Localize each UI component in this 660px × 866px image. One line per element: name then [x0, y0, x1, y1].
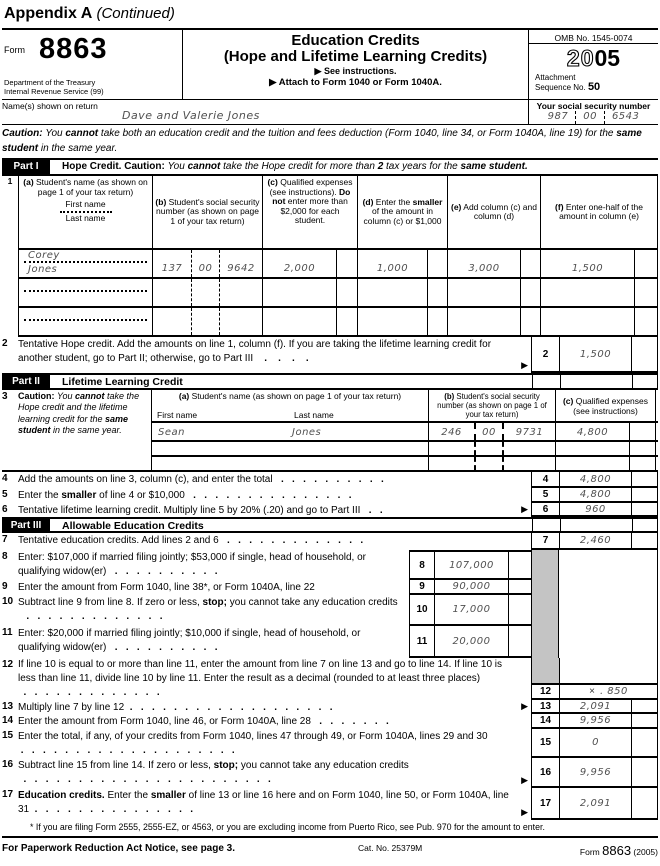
line15-row — [2, 729, 658, 758]
line14-label: Enter the amount from Form 1040, line 46, or Form 1040A, line 28 . . . . . . . — [18, 714, 532, 729]
line17-value-field[interactable]: 2,091 — [560, 788, 632, 820]
line15-box-number: 15 — [532, 729, 560, 758]
cents-cell — [509, 626, 531, 658]
part1-label: Part I — [2, 160, 50, 174]
added-amount-field[interactable]: 3,000 — [448, 250, 521, 279]
student-name-field[interactable] — [152, 457, 428, 470]
cents-cell — [632, 337, 658, 373]
appendix-title — [2, 0, 658, 28]
line14-value-field[interactable]: 9,956 — [560, 714, 632, 729]
cents-cell — [632, 758, 658, 788]
line7-value-field[interactable]: 2,460 — [560, 533, 632, 550]
ssn-part-1: 987 — [547, 111, 569, 122]
smaller-amount-field[interactable]: 1,000 — [358, 250, 428, 279]
line4-box-number: 4 — [532, 472, 560, 488]
student-first-name: Sean — [158, 427, 185, 438]
line6-number: 6 — [2, 504, 8, 515]
form-number: 8863 — [39, 33, 108, 65]
student-ssn-field[interactable]: 246 00 9731 — [428, 423, 555, 440]
qualified-expenses-field[interactable] — [555, 457, 629, 470]
line4-value-field[interactable]: 4,800 — [560, 472, 632, 488]
catalog-number: Cat. No. 25379M — [358, 843, 423, 853]
part2-header-bar — [2, 375, 658, 390]
part3-title: Allowable Education Credits — [62, 520, 204, 531]
line10-box-number: 10 — [409, 595, 435, 626]
tax-year-outline: 20 — [566, 45, 595, 71]
line13-box-number: 13 — [532, 700, 560, 714]
right-arrow-icon: ▶ — [521, 700, 528, 711]
line9-number: 9 — [2, 581, 8, 592]
cents-cell — [632, 729, 658, 758]
col-c-header: (c) Qualified expenses (see instructions). Do not enter more than $2,000 for each student. — [263, 176, 358, 250]
student-row-3 — [2, 308, 658, 337]
ll-student-row-1 — [152, 423, 658, 442]
omb-number: OMB No. 1545-0074 — [529, 30, 658, 44]
lifetime-table-header — [152, 390, 658, 423]
cents-cell — [632, 714, 658, 729]
line12-box-number: 12 — [532, 683, 559, 700]
cents-cell — [632, 533, 658, 550]
cents-cell — [428, 250, 448, 279]
line9-row — [2, 580, 531, 595]
cents-cell — [632, 472, 658, 488]
half-amount-field[interactable] — [541, 308, 635, 337]
lifetime-learning-table — [2, 390, 658, 472]
line4-label: Add the amounts on line 3, column (c), and enter the total . . . . . . . . . . — [18, 472, 532, 488]
line3-number: 3 — [2, 391, 8, 402]
student-ssn-field[interactable] — [153, 279, 263, 308]
cents-cell — [635, 279, 658, 308]
line17-box-number: 17 — [532, 788, 560, 820]
col-f-header: (f) Enter one-half of the amount in column (e) — [541, 176, 658, 250]
part1-header-bar — [2, 160, 658, 176]
part3-header-bar — [2, 519, 658, 533]
sequence-number: 50 — [587, 80, 601, 93]
right-arrow-icon: ▶ — [521, 774, 528, 785]
line11-number: 11 — [2, 627, 13, 638]
line1-number: 1 — [7, 176, 13, 186]
form-footer-id — [538, 843, 658, 858]
line9-box-number: 9 — [409, 580, 435, 595]
line2-value-field[interactable]: 1,500 — [560, 337, 632, 373]
cents-cell — [428, 308, 448, 337]
line9-label: Enter the amount from Form 1040, line 38*, or Form 1040A, line 22 — [18, 582, 315, 593]
student-name-field[interactable] — [152, 423, 428, 440]
line17-number: 17 — [2, 789, 14, 800]
cents-cell — [337, 308, 358, 337]
line8-number: 8 — [2, 551, 8, 562]
student-ssn-field[interactable] — [153, 308, 263, 337]
student-ssn-field[interactable] — [153, 250, 263, 279]
line14-number: 14 — [2, 715, 14, 726]
cents-cell — [521, 279, 541, 308]
cents-cell — [629, 423, 656, 440]
student-name-field[interactable] — [18, 279, 153, 308]
line17-label: Education credits. Enter the smaller of line 13 or line 16 here and on Form 1040, line 50, or Form 1040A, line 31 . . . . . . . . . . . . . . . ▶ — [18, 788, 532, 820]
sequence-label: Sequence No. — [535, 82, 586, 92]
added-amount-field[interactable] — [448, 308, 521, 337]
line6-box-number: 6 — [532, 503, 560, 517]
line2-label: Tentative Hope credit. Add the amounts on line 1, column (f). If you are taking the lifetime learning credit for another student, go to Part II; otherwise, go to Part III . . . . ▶ — [18, 337, 532, 373]
appendix-title-bold: Appendix A — [4, 5, 93, 22]
line5-row — [2, 488, 658, 503]
line12-row — [2, 658, 658, 700]
first-name-label: First name — [65, 199, 106, 209]
cents-cell — [509, 595, 531, 626]
line5-value-field[interactable]: 4,800 — [560, 488, 632, 503]
line6-label: Tentative lifetime learning credit. Multiply line 5 by 20% (.20) and go to Part III . . ▶ — [18, 503, 532, 517]
ssn-part-2: 00 — [575, 111, 604, 124]
col-b-header: (b) Student's social security number (as shown on page 1 of your tax return) — [428, 390, 555, 421]
hope-credit-table-header — [2, 176, 658, 250]
student-first-name: Corey — [28, 250, 60, 261]
line13-label: Multiply line 7 by line 12 . . . . . . . . . . . . . . . . . . . ▶ — [18, 700, 532, 714]
paperwork-notice: For Paperwork Reduction Act Notice, see page 3. — [2, 843, 236, 854]
qualified-expenses-field[interactable] — [263, 308, 337, 337]
line10-row — [2, 595, 531, 626]
line8-row — [2, 550, 531, 580]
line16-row — [2, 758, 658, 788]
cents-cell — [632, 488, 658, 503]
cents-cell — [629, 442, 656, 455]
line12-value-field[interactable]: × . 850 — [560, 683, 657, 700]
line16-value-field[interactable]: 9,956 — [560, 758, 632, 788]
line8-box-number: 8 — [409, 550, 435, 580]
part2-title: Lifetime Learning Credit — [62, 376, 183, 388]
line8-label: Enter: $107,000 if married filing jointly; $53,000 if single, head of household, or qualifying widow(er) . . . . . . . . . . — [18, 552, 366, 577]
student-last-name: Jones — [292, 427, 322, 438]
line7-label: Tentative education credits. Add lines 2 and 6 . . . . . . . . . . . . . — [18, 533, 532, 550]
line2-box-number: 2 — [532, 337, 560, 373]
line11-row — [2, 626, 531, 658]
cents-cell — [632, 700, 658, 714]
half-amount-field[interactable] — [541, 279, 635, 308]
cents-cell — [337, 279, 358, 308]
ssn-part-3: 9642 — [219, 250, 262, 277]
taxpayer-name-field[interactable]: Dave and Valerie Jones — [122, 109, 260, 122]
col-a-header: (a) Student's name (as shown on page 1 of your tax return) First name Last name — [18, 176, 153, 250]
student-name-field[interactable] — [18, 308, 153, 337]
caution-note: Caution: You cannot take both an education credit and the tuition and fees deduction (Form 1040, line 34, or Form 1040A, line 19) for the same student in the same year. — [2, 125, 658, 160]
part3-label: Part III — [2, 519, 50, 531]
line15-number: 15 — [2, 730, 14, 741]
line3-caution: Caution: You cannot take the Hope credit and the lifetime learning credit for the same student in the same year. — [18, 391, 140, 435]
cents-cell — [635, 250, 658, 279]
cents-cell — [635, 308, 658, 337]
ssn-part-2: 00 — [191, 250, 219, 277]
line12-number: 12 — [2, 659, 14, 670]
cents-cell — [428, 279, 448, 308]
ssn-label: Your social security number — [536, 101, 651, 111]
student-name-field[interactable] — [18, 250, 153, 279]
part1-title: Hope Credit. Caution: You cannot take the Hope credit for more than 2 tax years for the same student. — [62, 161, 528, 172]
col-b-header: (b) Student's social security number (as shown on page 1 of your tax return) — [153, 176, 263, 250]
line6-row — [2, 503, 658, 519]
col-d-header: (d) Enter the smaller of the amount in column (c) or $1,000 — [358, 176, 448, 250]
gray-shading — [532, 658, 559, 683]
footer-form-word: Form — [579, 847, 600, 857]
qualified-expenses-field[interactable] — [263, 279, 337, 308]
line2-row — [2, 337, 658, 375]
attachment-label: Attachment — [535, 73, 576, 82]
line13-number: 13 — [2, 701, 14, 712]
cents-cell — [521, 250, 541, 279]
student-row-2 — [2, 279, 658, 308]
line6-value-field[interactable]: 960 — [560, 503, 632, 517]
taxpayer-row — [2, 100, 658, 125]
lines8-11-block — [2, 550, 658, 658]
student-name-field[interactable] — [152, 442, 428, 455]
line5-label: Enter the smaller of line 4 or $10,000 . . . . . . . . . . . . . . . — [18, 488, 532, 503]
line5-box-number: 5 — [532, 488, 560, 503]
line7-number: 7 — [2, 534, 8, 545]
smaller-amount-field[interactable] — [358, 308, 428, 337]
line2-number: 2 — [2, 338, 8, 349]
added-amount-field[interactable] — [448, 279, 521, 308]
line4-row — [2, 472, 658, 488]
footer-form-number: 8863 — [602, 843, 632, 858]
right-arrow-icon: ▶ — [521, 806, 528, 817]
cents-cell — [509, 550, 531, 580]
student-last-name: Jones — [28, 264, 58, 275]
col-c-header: (c) Qualified expenses (see instructions) — [555, 390, 656, 421]
line10-label: Subtract line 9 from line 8. If zero or less, stop; you cannot take any education credits . . . . . . . . . . . . . — [18, 597, 398, 622]
smaller-amount-field[interactable] — [358, 279, 428, 308]
form-number-block — [2, 30, 183, 99]
shaded-column — [532, 550, 658, 658]
footer-form-year: (2005) — [633, 847, 658, 857]
qualified-expenses-field[interactable]: 2,000 — [263, 250, 337, 279]
see-instructions-note: ▶ See instructions. — [314, 66, 397, 76]
qualified-expenses-field[interactable]: 4,800 — [555, 423, 629, 440]
cents-cell — [632, 503, 658, 517]
student-ssn-field[interactable] — [428, 457, 555, 470]
line13-value-field[interactable]: 2,091 — [560, 700, 632, 714]
last-name-label: Last name — [294, 410, 334, 420]
line11-label: Enter: $20,000 if married filing jointly; $10,000 if single, head of household, or qualifying widow(er) . . . . . . . . . . — [18, 628, 361, 653]
line12-label: If line 10 is equal to or more than line 11, enter the amount from line 7 on line 13 and go to line 14. If line 10 is less than line 11, divide line 10 by line 11. Enter the result as a decimal (rounded to at least three places) . . . . . . . . . . . . . — [18, 658, 532, 700]
name-label: Name(s) shown on return — [2, 101, 98, 111]
line16-label: Subtract line 15 from line 14. If zero or less, stop; you cannot take any education credits . . . . . . . . . . . . . . . . . . . . . . . ▶ — [18, 758, 532, 788]
line9-value-field[interactable]: 90,000 — [435, 580, 509, 595]
first-name-label: First name — [157, 410, 198, 420]
line11-value-field[interactable]: 20,000 — [435, 626, 509, 658]
line10-value-field[interactable]: 17,000 — [435, 595, 509, 626]
line11-box-number: 11 — [409, 626, 435, 658]
student-row-1 — [2, 250, 658, 279]
ssn-part-1: 137 — [161, 263, 183, 274]
gray-shading — [532, 550, 559, 658]
part2-label: Part II — [2, 375, 50, 388]
footnote: * If you are filing Form 2555, 2555-EZ, or 4563, or you are excluding income from Puerto Rico, see Pub. 970 for the amount to enter. — [2, 820, 658, 838]
col-a-header: (a) Student's name (as shown on page 1 of your tax return) First name Last name — [157, 391, 402, 420]
line7-row — [2, 533, 658, 550]
taxpayer-ssn-block — [528, 100, 658, 124]
line5-number: 5 — [2, 489, 8, 500]
line16-box-number: 16 — [532, 758, 560, 788]
line15-value-field[interactable]: 0 — [560, 729, 632, 758]
line16-number: 16 — [2, 759, 14, 770]
taxpayer-ssn-field[interactable] — [529, 111, 658, 124]
omb-year-block — [528, 30, 658, 99]
cents-cell — [629, 457, 656, 470]
col-e-header: (e) Add column (c) and column (d) — [448, 176, 541, 250]
attach-note: ▶ Attach to Form 1040 or Form 1040A. — [269, 77, 442, 88]
appendix-title-continued: (Continued) — [92, 5, 175, 22]
line14-row — [2, 714, 658, 729]
cents-cell — [337, 250, 358, 279]
student-ssn-field[interactable] — [428, 442, 555, 455]
line4-number: 4 — [2, 473, 8, 484]
form-word: Form — [4, 45, 25, 55]
right-arrow-icon: ▶ — [521, 503, 528, 514]
cents-cell — [521, 308, 541, 337]
attachment-sequence — [529, 73, 658, 92]
form-title: Education Credits — [291, 32, 420, 49]
half-amount-field[interactable]: 1,500 — [541, 250, 635, 279]
last-name-label: Last name — [65, 212, 106, 223]
ll-student-row-3 — [152, 457, 658, 470]
line7-box-number: 7 — [532, 533, 560, 550]
tax-year — [529, 44, 658, 73]
ssn-part-3: 6543 — [604, 111, 646, 124]
line8-value-field[interactable]: 107,000 — [435, 550, 509, 580]
page-footer — [2, 838, 658, 866]
agency-line-1: Department of the Treasury — [4, 78, 96, 87]
ll-student-row-2 — [152, 442, 658, 457]
line13-row — [2, 700, 658, 714]
line17-row — [2, 788, 658, 820]
cents-cell — [509, 580, 531, 595]
tax-year-bold: 05 — [594, 45, 621, 71]
right-arrow-icon: ▶ — [521, 359, 528, 370]
line14-box-number: 14 — [532, 714, 560, 729]
form-subtitle: (Hope and Lifetime Learning Credits) — [223, 48, 488, 65]
form-header — [2, 28, 658, 100]
cents-cell — [632, 788, 658, 820]
qualified-expenses-field[interactable] — [555, 442, 629, 455]
agency-line-2: Internal Revenue Service (99) — [4, 87, 104, 96]
multiply-sign: × — [589, 686, 595, 697]
form-title-block — [183, 30, 528, 99]
line10-number: 10 — [2, 596, 14, 607]
line15-label: Enter the total, if any, of your credits from Form 1040, lines 47 through 49, or Form 1040A, lines 29 and 30 . . . . . . . . . . . . . . . . . . . . — [18, 729, 532, 758]
